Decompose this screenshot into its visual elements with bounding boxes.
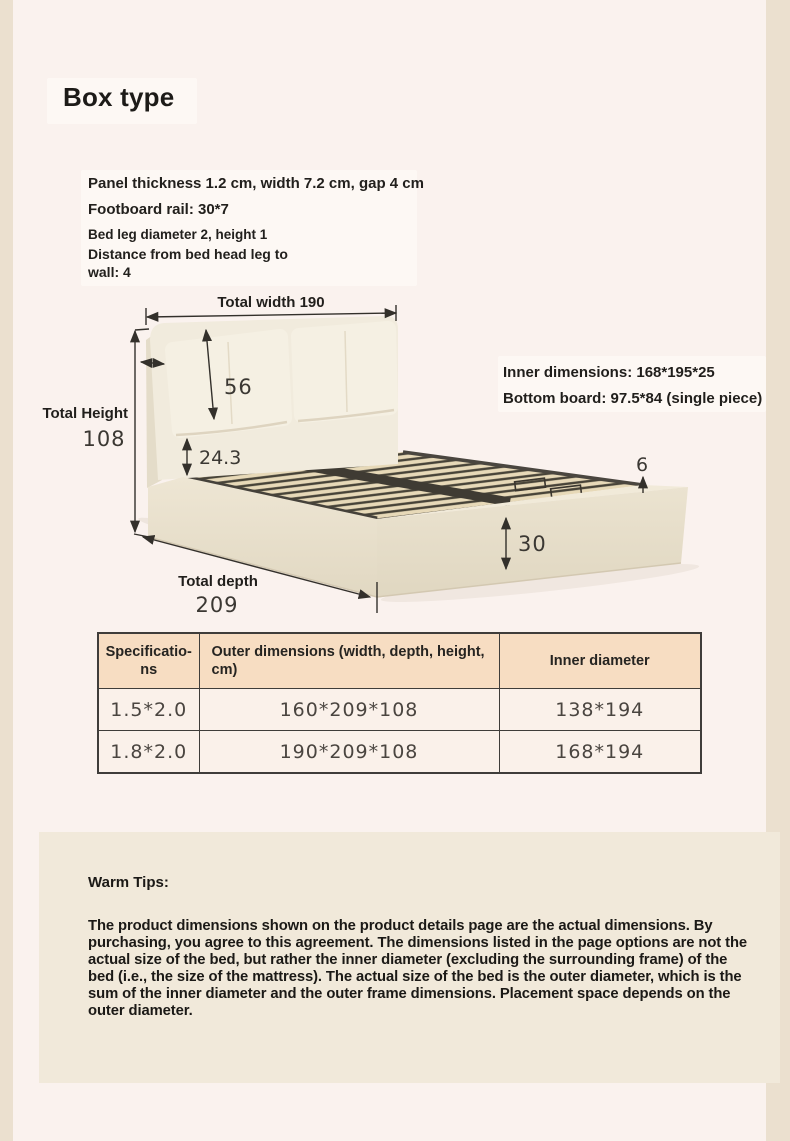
page-title: Box type — [63, 82, 175, 112]
warm-tips-heading: Warm Tips: — [88, 874, 169, 891]
table-row — [98, 689, 701, 731]
content-panel — [13, 0, 766, 1141]
dim-total-height-label: Total Height — [42, 405, 128, 422]
cell-inner-2: 168*194 — [499, 731, 701, 774]
bottom-board-text: Bottom board: 97.5*84 (single piece) — [503, 390, 763, 407]
cell-outer-1: 160*209*108 — [199, 689, 499, 731]
header-outer-dimensions: Outer dimensions (width, depth, height, cm) — [199, 633, 499, 689]
dim-total-height-value: 108 — [82, 427, 126, 451]
dim-frame-height-value: 30 — [518, 532, 547, 556]
cell-outer-2: 190*209*108 — [199, 731, 499, 774]
specifications-table — [97, 632, 702, 774]
dim-cushion-height-value: 56 — [224, 375, 253, 399]
headboard — [146, 316, 398, 488]
cell-spec-2: 1.8*2.0 — [98, 731, 199, 774]
dim-total-width-label: Total width 190 — [217, 294, 325, 311]
inner-dimensions-text: Inner dimensions: 168*195*25 — [503, 364, 715, 381]
bed-diagram — [40, 280, 760, 625]
dim-total-depth-label: Total depth — [178, 573, 258, 590]
table-row — [98, 731, 701, 774]
cell-spec-1: 1.5*2.0 — [98, 689, 199, 731]
note-bed-leg: Bed leg diameter 2, height 1 — [88, 227, 268, 242]
warm-tips-body: The product dimensions shown on the product details page are the actual dimensions. By purchasing, you agree to this agreement. The dimensions listed in the page options are not the actual size of the bed, but rather the inner diameter (excluding the surrounding frame) of the bed (i.e., the size of the mattress). The actual size of the bed is the outer diameter, which is the sum of the inner diameter and the outer frame dimensions. Placement space depends on the outer diameter. — [88, 918, 748, 1019]
table-header-row — [98, 633, 701, 689]
header-inner-diameter: Inner diameter — [499, 633, 701, 689]
cell-inner-1: 138*194 — [499, 689, 701, 731]
dim-rim-height-value: 6 — [635, 454, 649, 476]
dim-total-depth-value: 209 — [195, 593, 239, 617]
warm-tips-box — [39, 832, 780, 1083]
header-specifications: Specificatio-ns — [98, 633, 199, 689]
pillow-right — [299, 329, 390, 415]
dim-clearance-value: 24.3 — [199, 447, 242, 469]
note-panel-thickness: Panel thickness 1.2 cm, width 7.2 cm, gap 4 cm — [88, 175, 424, 192]
note-footboard-rail: Footboard rail: 30*7 — [88, 201, 229, 218]
note-wall-distance: Distance from bed head leg to wall: 4 — [88, 246, 288, 280]
